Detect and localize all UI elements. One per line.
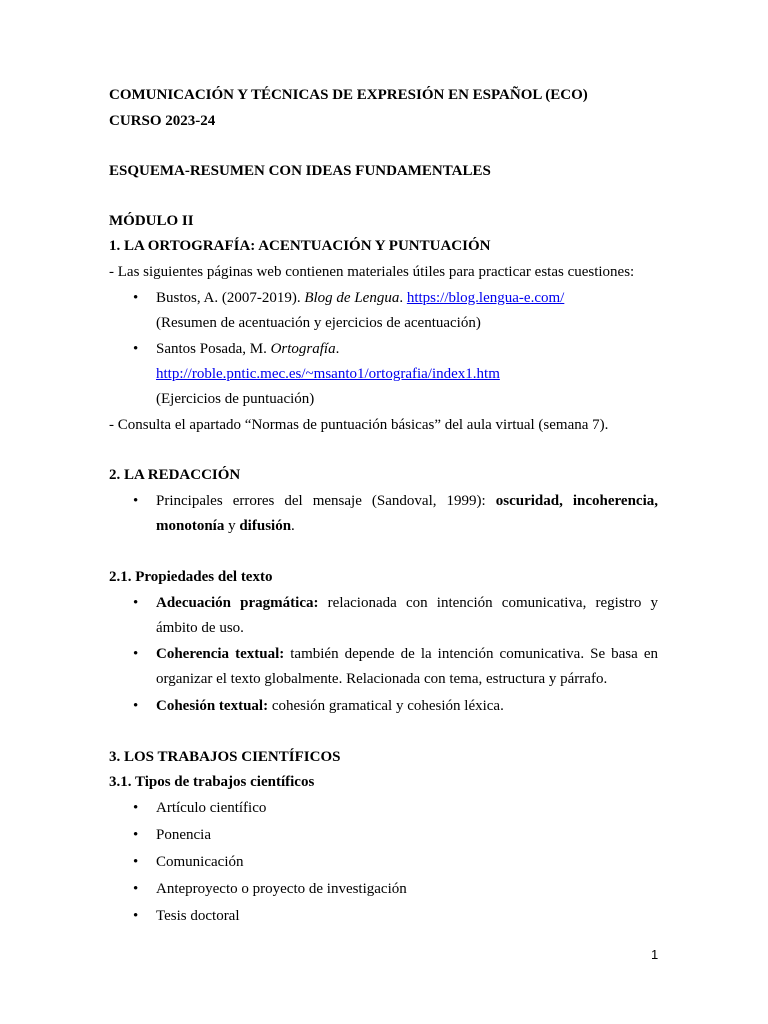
errors-term-difusion: difusión (239, 518, 292, 534)
bullet-icon: • (133, 493, 139, 509)
property-term: Coherencia textual: (156, 646, 285, 662)
bullet-icon: • (133, 595, 139, 611)
reference-punct: . (335, 341, 340, 357)
property-coherencia (156, 644, 658, 664)
reference-note: (Resumen de acentuación y ejercicios de acentuación) (156, 315, 481, 331)
section1-intro: - Las siguientes páginas web contienen materiales útiles para practicar estas cuestiones: (109, 264, 635, 280)
property-text: relacionada con intención comunicativa, registro y (318, 595, 659, 611)
reference-link[interactable]: https://blog.lengua-e.com/ (406, 290, 565, 306)
section31-heading: 3.1. Tipos de trabajos científicos (109, 774, 315, 790)
reference-link[interactable]: http://roble.pntic.mec.es/~msanto1/ortografia/index1.htm (156, 366, 500, 382)
list-item: Comunicación (156, 854, 244, 870)
reference-link-line (156, 364, 500, 384)
document-title: COMUNICACIÓN Y TÉCNICAS DE EXPRESIÓN EN ESPAÑOL (ECO) (109, 87, 588, 103)
errors-text: Principales errores del mensaje (Sandoval, 1999): (156, 493, 496, 509)
reference-item-2 (156, 339, 339, 359)
errors-connector: y (224, 518, 240, 534)
section1-heading: 1. LA ORTOGRAFÍA: ACENTUACIÓN Y PUNTUACIÓN (109, 238, 491, 254)
reference-author: Santos Posada, M. (156, 341, 271, 357)
errors-term-monotonia: monotonía (156, 518, 225, 534)
property-text-cont: ámbito de uso. (156, 620, 244, 636)
bullet-icon: • (133, 854, 139, 870)
list-item: Artículo científico (156, 800, 267, 816)
property-text-cont: organizar el texto globalmente. Relacionada con tema, estructura y párrafo. (156, 671, 608, 687)
reference-note: (Ejercicios de puntuación) (156, 391, 315, 407)
bullet-icon: • (133, 646, 139, 662)
bullet-icon: • (133, 827, 139, 843)
list-item: Anteproyecto o proyecto de investigación (156, 881, 407, 897)
bullet-icon: • (133, 698, 139, 714)
course-label: CURSO 2023-24 (109, 113, 216, 129)
section3-heading: 3. LOS TRABAJOS CIENTÍFICOS (109, 749, 341, 765)
bullet-icon: • (133, 800, 139, 816)
reference-work: Ortografía (270, 341, 336, 357)
errors-line-1 (156, 491, 658, 511)
property-term: Cohesión textual: (156, 698, 269, 714)
document-subtitle: ESQUEMA-RESUMEN CON IDEAS FUNDAMENTALES (109, 163, 491, 179)
property-text: cohesión gramatical y cohesión léxica. (268, 698, 504, 714)
reference-punct: . (399, 290, 407, 306)
section21-heading: 2.1. Propiedades del texto (109, 569, 273, 585)
section2-heading: 2. LA REDACCIÓN (109, 467, 241, 483)
page-number: 1 (651, 947, 659, 962)
errors-terms: oscuridad, incoherencia, (495, 493, 658, 509)
bullet-icon: • (133, 908, 139, 924)
module-heading: MÓDULO II (109, 213, 194, 229)
section1-outro: - Consulta el apartado “Normas de puntuación básicas” del aula virtual (semana 7). (109, 417, 609, 433)
property-adecuacion (156, 593, 658, 613)
property-text: también depende de la intención comunicativa. Se basa en (284, 646, 658, 662)
bullet-icon: • (133, 881, 139, 897)
bullet-icon: • (133, 290, 139, 306)
list-item: Tesis doctoral (156, 908, 240, 924)
bullet-icon: • (133, 341, 139, 357)
errors-period: . (291, 518, 295, 534)
reference-author: Bustos, A. (2007-2019). (156, 290, 305, 306)
reference-work: Blog de Lengua (304, 290, 400, 306)
reference-item-1 (156, 288, 564, 308)
property-cohesion (156, 696, 504, 716)
list-item: Ponencia (156, 827, 211, 843)
property-term: Adecuación pragmática: (156, 595, 319, 611)
errors-line-2 (156, 516, 295, 536)
